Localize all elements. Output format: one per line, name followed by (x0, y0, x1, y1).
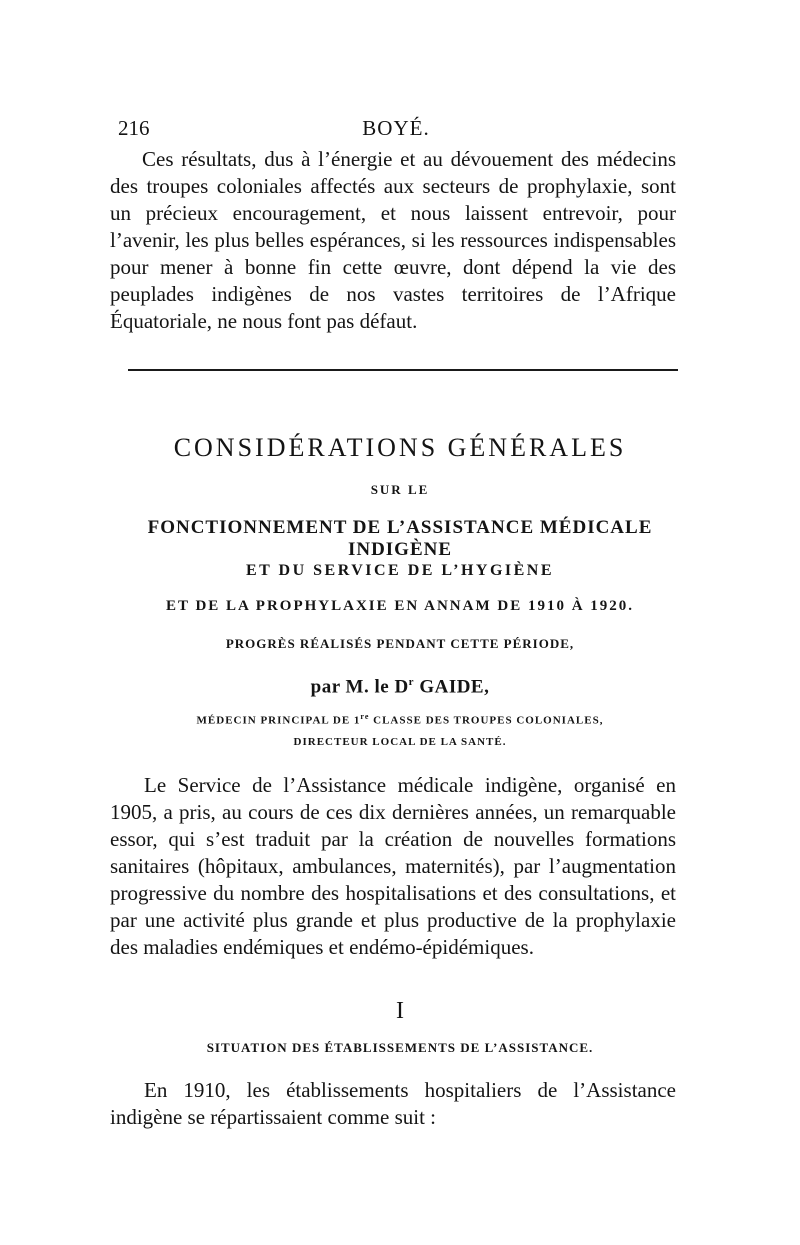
page-number: 216 (118, 116, 150, 140)
subtitle-hygiene: ET DU SERVICE DE L’HYGIÈNE (245, 562, 555, 579)
subtitle-sur-le: SUR LE (370, 482, 430, 497)
section-numeral: I (396, 998, 404, 1024)
affiliation-line-1 (100, 712, 700, 727)
paragraph-1910: En 1910, les établissements hospitaliers de l’Assistance indigène se répartissaient comme suit : (110, 1078, 676, 1129)
subtitle-prophylaxie: ET DE LA PROPHYLAXIE EN ANNAM DE 1910 À 1920. (165, 598, 635, 614)
affiliation-1-sup: re (360, 712, 370, 721)
subtitle-fonctionnement: FONCTIONNEMENT DE L’ASSISTANCE MÉDICALE INDIGÈNE (147, 517, 653, 560)
service-paragraph: Le Service de l’Assistance médicale indigène, organisé en 1905, a pris, au cours de ces dix dernières années, un remarquable essor, qui s’est traduit par la création de nouvelles formations sanitaires (hôpitaux, ambulances, maternités), par l’augmentation progressive du nombre des hospitalisations et des consultations, et par une activité plus grande et plus productive de la prophylaxie des maladies endémiques et endémo-épidémiques. (110, 773, 676, 959)
section-title: SITUATION DES ÉTABLISSEMENTS DE L’ASSISTANCE. (206, 1040, 594, 1055)
author-prefix: par M. le D (310, 676, 409, 698)
section-divider (128, 369, 678, 371)
author-title-sup: r (408, 676, 415, 688)
article-title: CONSIDÉRATIONS GÉNÉRALES (173, 433, 627, 462)
author-line (100, 676, 700, 698)
intro-paragraph: Ces résultats, dus à l’énergie et au dévouement des médecins des troupes coloniales affectés aux secteurs de prophylaxie, sont un précieux encouragement, et nous laissent entrevoir, pour l’avenir, les plus belles espérances, si les ressources indispensables pour mener à bonne fin cette œuvre, dont dépend la vie des peuplades indigènes de nos vastes territoires de l’Afrique Équatoriale, ne nous font pas défaut. (110, 147, 676, 333)
affiliation-1-part-a: MÉDECIN PRINCIPAL DE 1 (196, 714, 361, 727)
running-title: BOYÉ. (362, 116, 430, 140)
running-head (118, 114, 674, 142)
author-name: GAIDE, (414, 676, 490, 698)
affiliation-1-part-b: CLASSE DES TROUPES COLONIALES, (369, 714, 604, 727)
subtitle-progres: PROGRÈS RÉALISÉS PENDANT CETTE PÉRIODE, (225, 636, 575, 651)
affiliation-line-2: DIRECTEUR LOCAL DE LA SANTÉ. (293, 736, 507, 748)
